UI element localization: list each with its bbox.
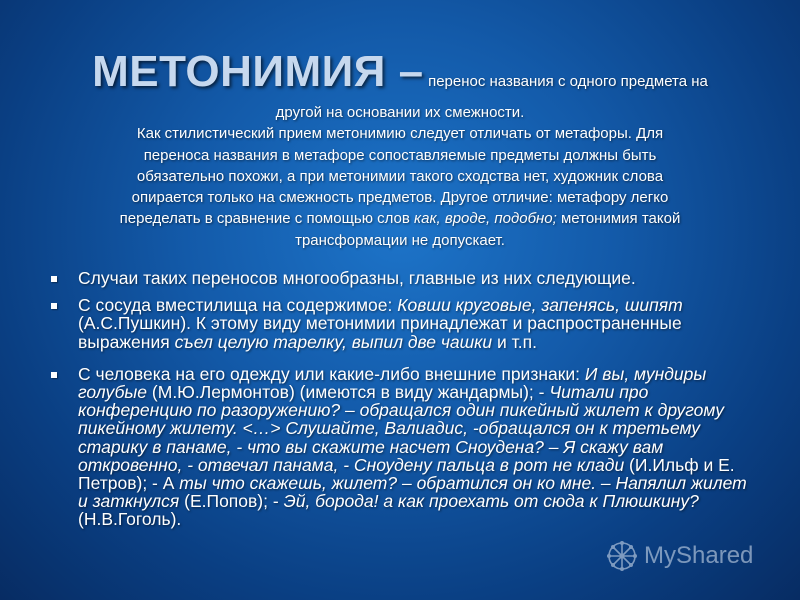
bullet-text: (Н.В.Гоголь). — [78, 509, 182, 530]
bullet-item — [48, 365, 748, 529]
definition-first-line: перенос названия с одного предмета на — [428, 73, 708, 90]
bullet-item — [48, 296, 748, 351]
definition-line: другой на основании их смежности. — [275, 104, 525, 121]
slide-header — [40, 47, 760, 251]
definition-text: переделать в сравнение с помощью слов — [119, 210, 415, 228]
bullet-quote: Эй, борода! а как проехать от сюда к Плюшкину? — [283, 491, 699, 512]
watermark-text: MyShared — [644, 542, 754, 569]
bullet-text: (А.С.Пушкин). К этому виду метонимии принадлежат и распространенные выражения — [78, 313, 682, 352]
watermark — [604, 538, 753, 574]
definition-line: Как стилистический прием метонимию следует отличать от метафоры. Для — [136, 125, 664, 143]
definition-line: опирается только на смежность предметов. Другое отличие: метафору легко — [131, 189, 669, 207]
bullet-list — [48, 269, 748, 538]
bullet-square-icon — [51, 303, 57, 309]
bullet-quote: ты что скажешь, жилет? – обратился он ко мне. – Напялил жилет и заткнулся — [78, 473, 747, 512]
bullet-square-icon — [51, 276, 57, 282]
bullet-text: и т.п. — [492, 331, 537, 352]
bullet-text: (М.Ю.Лермонтов) (имеются в виду жандармы); - — [147, 382, 550, 403]
bullet-text: С человека на его одежду или какие-либо внешние признаки: — [78, 363, 585, 384]
title-line — [40, 47, 760, 102]
definition-line — [40, 208, 760, 229]
definition-line: трансформации не допускает. — [295, 231, 505, 249]
bullet-item — [48, 269, 748, 287]
bullet-text: (И.Ильф и Е. Петров); - А — [78, 454, 735, 494]
slide-title: МЕТОНИМИЯ – — [92, 47, 424, 96]
bullet-quote: Читали про конференцию по разоружению? – обращался один пикейный жилет к другому пикейному жилету. <…> Слушайте, Валиадис, -обращался он к третьему старику в панаме, - что вы скажите насчет Сноудена? – Я скажу вам откровенно, - отвечал панама, - Сноудену пальца в рот не клади — [78, 382, 724, 475]
bullet-quote: И вы, мундиры голубые — [78, 363, 707, 403]
globe-network-icon — [604, 538, 640, 574]
definition-line: обязательно похожи, а при метонимии такого сходства нет, художник слова — [136, 167, 664, 185]
bullet-text: (Е.Попов); - — [179, 491, 284, 512]
definition-text: метонимия такой — [556, 210, 681, 228]
bullet-quote: Ковши круговые, запенясь, шипят — [397, 295, 683, 316]
definition-line: переноса названия в метафоре сопоставляемые предметы должны быть — [143, 146, 657, 164]
definition-italic: как, вроде, подобно; — [414, 210, 557, 228]
definition-paragraph — [40, 102, 760, 251]
bullet-text: Случаи таких переносов многообразны, главные из них следующие. — [78, 268, 636, 288]
bullet-quote: съел целую тарелку, выпил две чашки — [174, 331, 493, 352]
bullet-text: С сосуда вместилища на содержимое: — [78, 295, 398, 316]
bullet-square-icon — [51, 372, 57, 378]
